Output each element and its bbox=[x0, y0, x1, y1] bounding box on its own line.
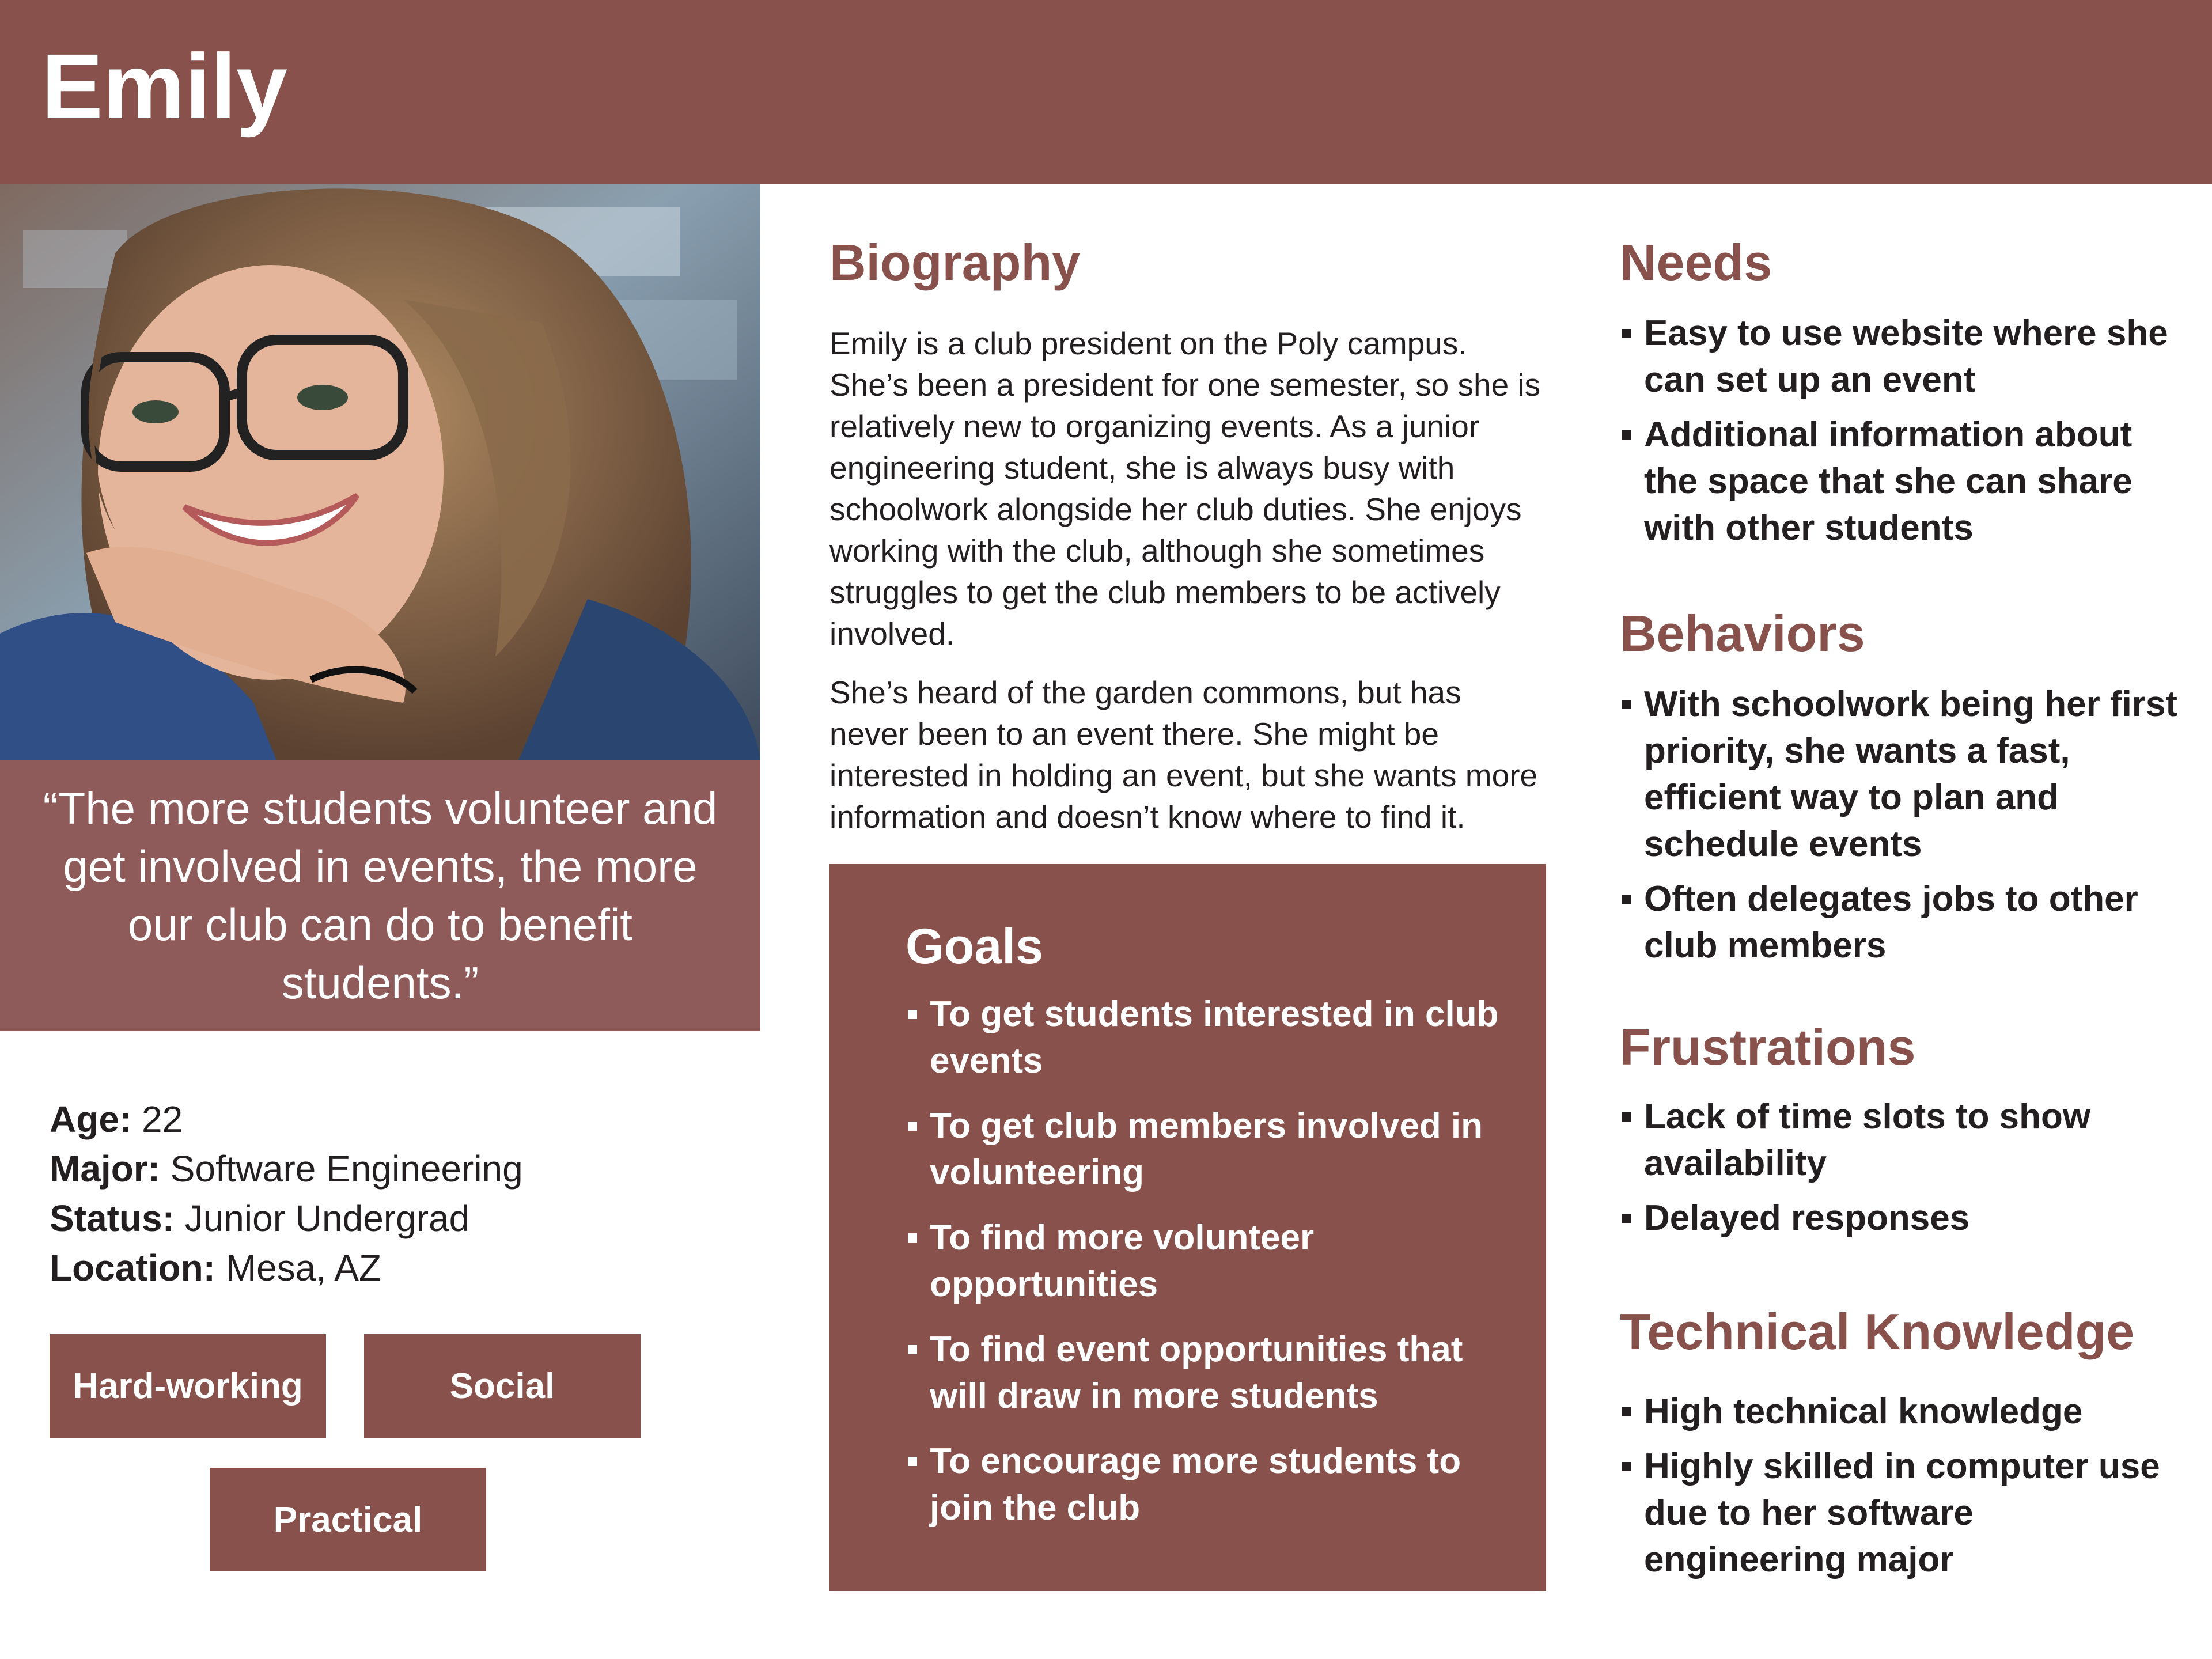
goals-list bbox=[906, 991, 1528, 1550]
list-item: With schoolwork being her first priority, she wants a fast, efficient way to plan and schedule events bbox=[1620, 681, 2184, 868]
goals-heading: Goals bbox=[906, 919, 1043, 974]
list-item: To find event opportunities that will draw in more students bbox=[906, 1326, 1528, 1419]
fact-value: Junior Undergrad bbox=[184, 1198, 470, 1239]
needs-list bbox=[1620, 310, 2184, 559]
frustrations-list bbox=[1620, 1093, 2184, 1249]
list-item: Highly skilled in computer use due to her software engineering major bbox=[1620, 1443, 2184, 1583]
fact-label: Age: bbox=[50, 1099, 132, 1140]
persona-photo bbox=[0, 184, 760, 760]
fact-location bbox=[50, 1243, 741, 1293]
list-item: To get students interested in club events bbox=[906, 991, 1528, 1084]
list-item: Lack of time slots to show availability bbox=[1620, 1093, 2184, 1187]
biography-paragraph: She’s heard of the garden commons, but has never been to an event there. She might be interested in holding an event, but she wants more information and doesn’t know where to find it. bbox=[830, 675, 1538, 835]
technical-knowledge-list bbox=[1620, 1388, 2184, 1591]
list-item: Delayed responses bbox=[1620, 1195, 2184, 1241]
list-item: To get club members involved in volunteering bbox=[906, 1103, 1528, 1196]
persona-quote: “The more students volunteer and get involved in events, the more our club can do to benefit students.” bbox=[43, 783, 718, 1008]
fact-value: Mesa, AZ bbox=[225, 1247, 382, 1289]
goals-panel bbox=[830, 864, 1546, 1591]
behaviors-list bbox=[1620, 681, 2184, 977]
list-item: To find more volunteer opportunities bbox=[906, 1214, 1528, 1308]
trait-tag-hard-working: Hard-working bbox=[50, 1334, 326, 1438]
list-item: Additional information about the space that she can share with other students bbox=[1620, 411, 2184, 551]
behaviors-heading: Behaviors bbox=[1620, 605, 1865, 662]
header-bar bbox=[0, 0, 2212, 184]
quote-box bbox=[0, 760, 760, 1031]
fact-major bbox=[50, 1144, 741, 1194]
persona-name: Emily bbox=[41, 35, 287, 138]
biography-text bbox=[830, 323, 1544, 855]
biography-paragraph: Emily is a club president on the Poly campus. She’s been a president for one semester, so she is relatively new to organizing events. As a junior engineering student, she is always busy with schoolwork alongside her club duties. She enjoys working with the club, although she sometimes struggles to get the club members to be actively involved. bbox=[830, 325, 1541, 652]
list-item: High technical knowledge bbox=[1620, 1388, 2184, 1435]
fact-label: Status: bbox=[50, 1198, 175, 1239]
frustrations-heading: Frustrations bbox=[1620, 1018, 1916, 1075]
trait-tag-social: Social bbox=[364, 1334, 641, 1438]
fact-label: Location: bbox=[50, 1247, 215, 1289]
list-item: To encourage more students to join the club bbox=[906, 1438, 1528, 1531]
fact-status bbox=[50, 1194, 741, 1243]
fact-value: 22 bbox=[142, 1099, 183, 1140]
list-item: Easy to use website where she can set up an event bbox=[1620, 310, 2184, 403]
persona-facts bbox=[50, 1094, 741, 1293]
biography-heading: Biography bbox=[830, 234, 1081, 291]
technical-knowledge-heading: Technical Knowledge bbox=[1620, 1303, 2135, 1360]
fact-label: Major: bbox=[50, 1148, 160, 1190]
fact-age bbox=[50, 1094, 741, 1144]
needs-heading: Needs bbox=[1620, 234, 1772, 291]
portrait-illustration bbox=[0, 184, 760, 760]
trait-tag-practical: Practical bbox=[210, 1468, 486, 1571]
fact-value: Software Engineering bbox=[170, 1148, 523, 1190]
list-item: Often delegates jobs to other club members bbox=[1620, 876, 2184, 969]
